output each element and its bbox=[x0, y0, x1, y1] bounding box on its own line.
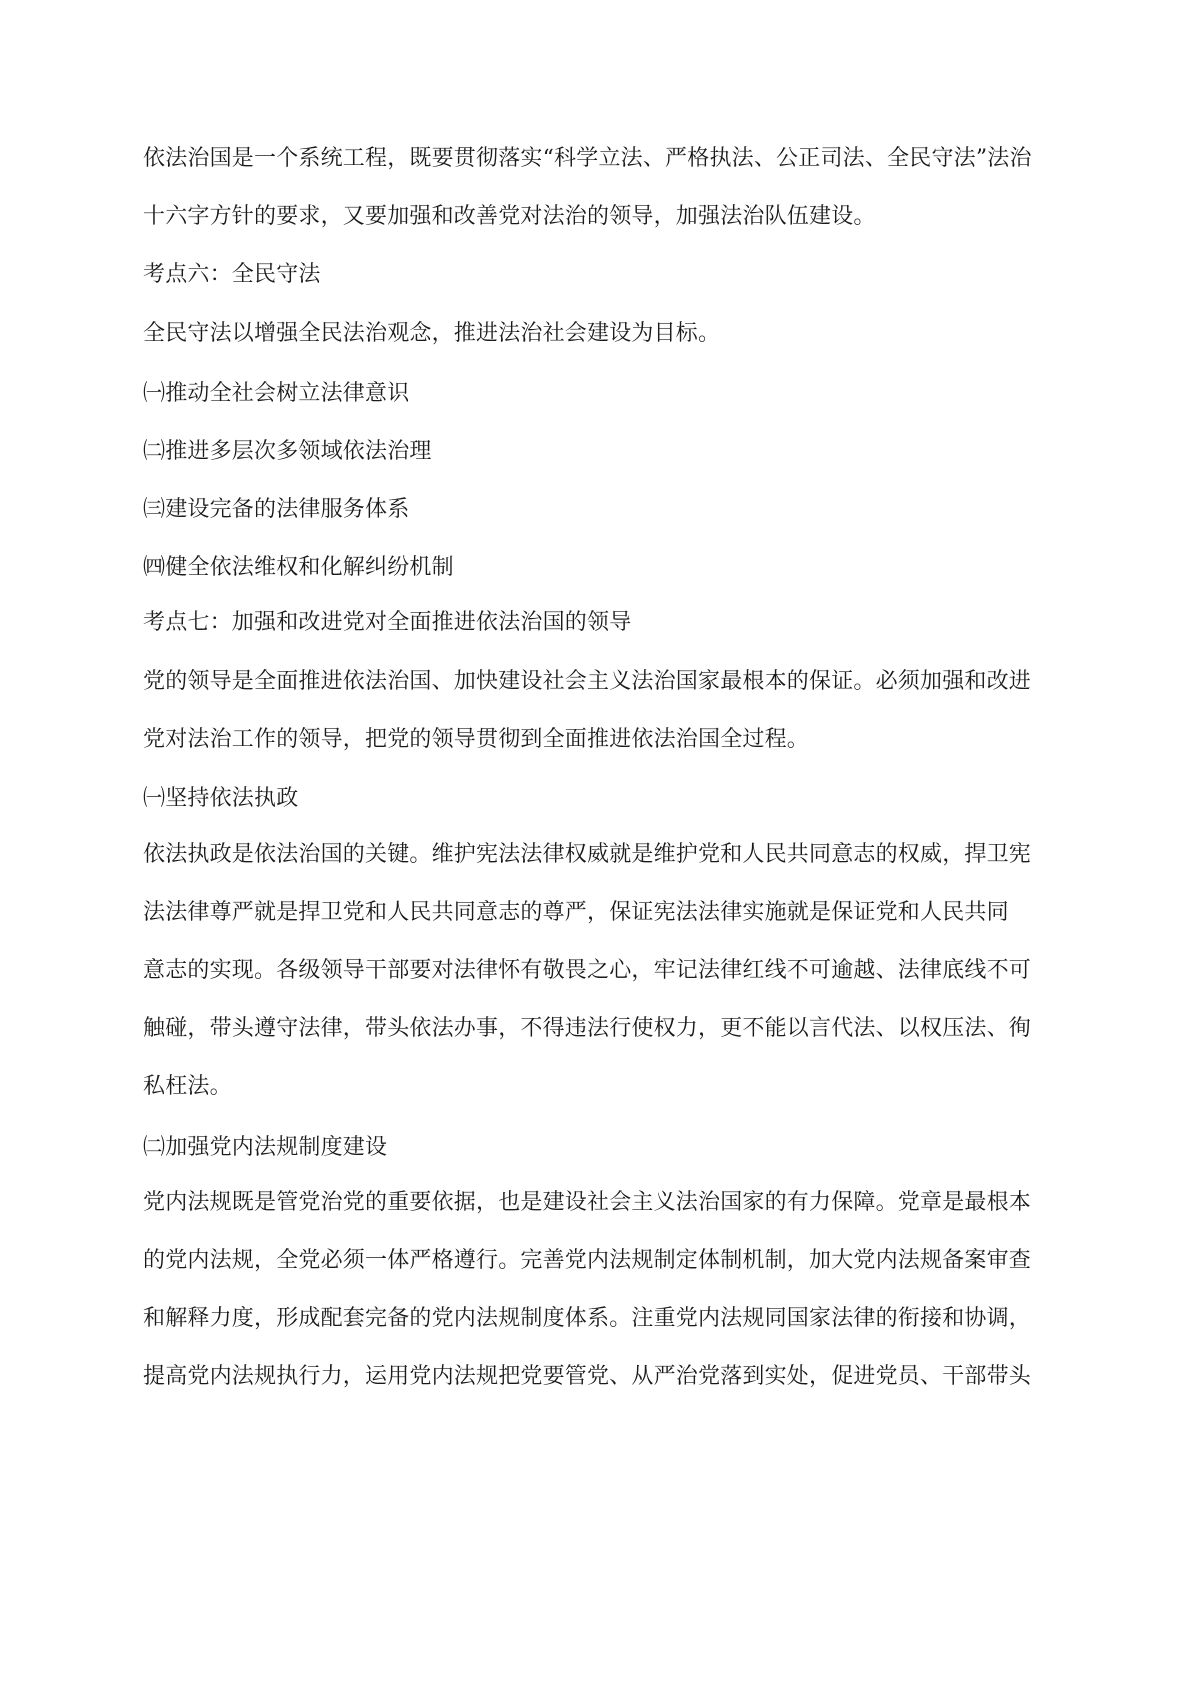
paragraph-line: 依法执政是依法治国的关键。维护宪法法律权威就是维护党和人民共同意志的权威，捍卫宪 bbox=[143, 842, 1032, 867]
subsection-heading: ㈠坚持依法执政 bbox=[143, 786, 299, 811]
paragraph-line: 十六字方针的要求，又要加强和改善党对法治的领导，加强法治队伍建设。 bbox=[143, 204, 876, 229]
list-item: ㈣健全依法维权和化解纠纷机制 bbox=[143, 555, 454, 580]
subsection-heading: ㈡加强党内法规制度建设 bbox=[143, 1135, 388, 1160]
paragraph-line: 法法律尊严就是捍卫党和人民共同意志的尊严，保证宪法法律实施就是保证党和人民共同 bbox=[143, 900, 1009, 925]
paragraph-line: 提高党内法规执行力，运用党内法规把党要管党、从严治党落到实处，促进党员、干部带头 bbox=[143, 1364, 1032, 1389]
paragraph-line: 党对法治工作的领导，把党的领导贯彻到全面推进依法治国全过程。 bbox=[143, 727, 810, 752]
paragraph-line: 和解释力度，形成配套完备的党内法规制度体系。注重党内法规同国家法律的衔接和协调， bbox=[143, 1306, 1032, 1331]
paragraph-line: 意志的实现。各级领导干部要对法律怀有敬畏之心，牢记法律红线不可逾越、法律底线不可 bbox=[143, 958, 1032, 983]
section-heading: 考点六：全民守法 bbox=[143, 262, 321, 287]
list-item: ㈢建设完备的法律服务体系 bbox=[143, 497, 410, 522]
paragraph-line: 触碰，带头遵守法律，带头依法办事，不得违法行使权力，更不能以言代法、以权压法、徇 bbox=[143, 1016, 1032, 1041]
paragraph-line: 私枉法。 bbox=[143, 1074, 232, 1099]
list-item: ㈠推动全社会树立法律意识 bbox=[143, 381, 410, 406]
paragraph-line: 全民守法以增强全民法治观念，推进法治社会建设为目标。 bbox=[143, 321, 721, 346]
list-item: ㈡推进多层次多领域依法治理 bbox=[143, 439, 432, 464]
paragraph-line: 党的领导是全面推进依法治国、加快建设社会主义法治国家最根本的保证。必须加强和改进 bbox=[143, 669, 1032, 694]
section-heading: 考点七：加强和改进党对全面推进依法治国的领导 bbox=[143, 610, 632, 635]
paragraph-line: 的党内法规，全党必须一体严格遵行。完善党内法规制定体制机制，加大党内法规备案审查 bbox=[143, 1248, 1032, 1273]
paragraph-line: 党内法规既是管党治党的重要依据，也是建设社会主义法治国家的有力保障。党章是最根本 bbox=[143, 1190, 1032, 1215]
paragraph-line: 依法治国是一个系统工程，既要贯彻落实“科学立法、严格执法、公正司法、全民守法”法治 bbox=[143, 146, 1032, 171]
